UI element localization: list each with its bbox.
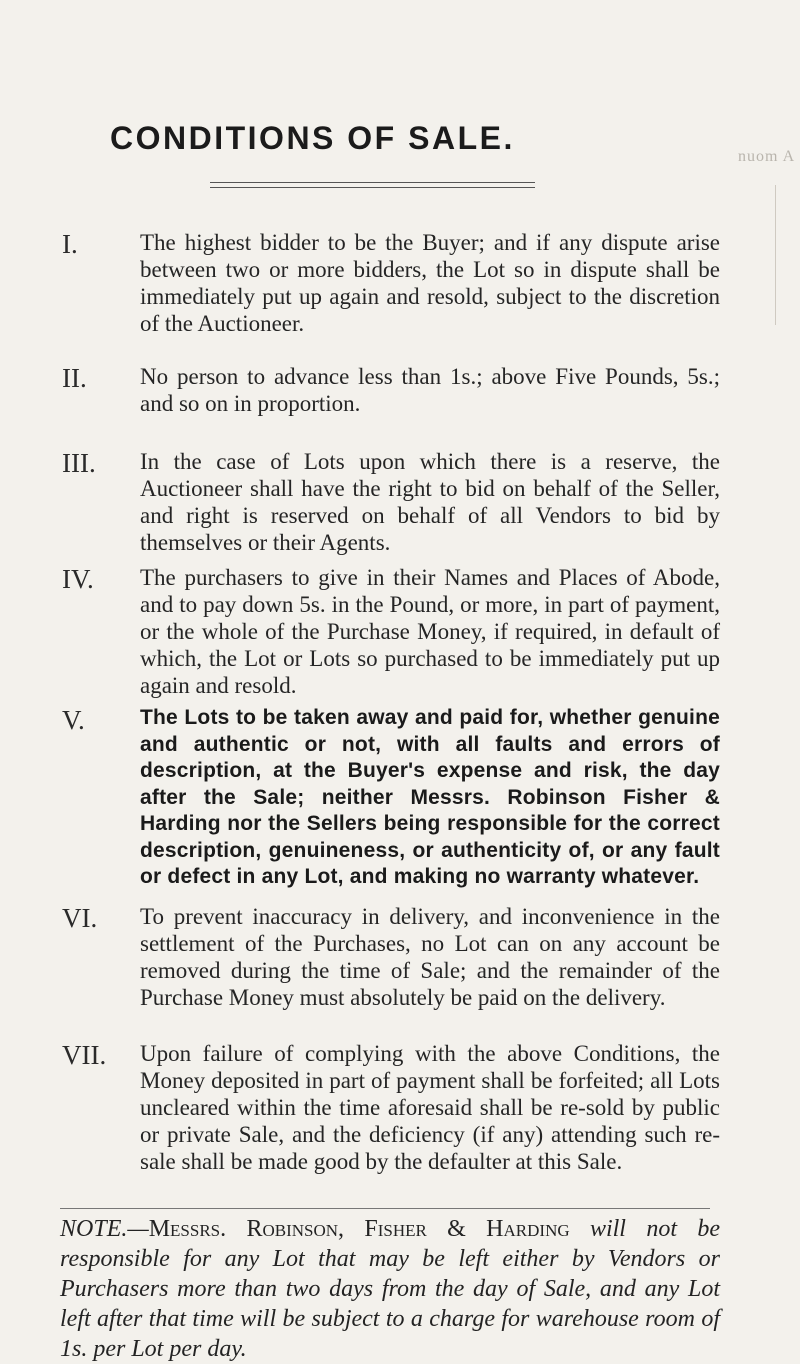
condition-text: No person to advance less than 1s.; above Five Pounds, 5s.; and so on in proportion. — [140, 364, 720, 416]
condition-numeral: II. — [62, 363, 87, 393]
condition-numeral: III. — [62, 448, 96, 478]
condition-numeral: VI. — [62, 903, 98, 933]
condition-numeral: VII. — [62, 1040, 107, 1070]
note-divider — [60, 1208, 710, 1209]
note-text: will not be responsible for any Lot that may be left either by Vendors or Purchasers more than two days from the day of Sale, and any Lot left after that time will be subject to a charge for warehouse room of 1s. per Lot per day. — [60, 1216, 720, 1362]
page-title: CONDITIONS OF SALE. — [110, 120, 515, 156]
note-paragraph — [60, 1214, 720, 1364]
condition-numeral: IV. — [62, 564, 94, 594]
title-rule — [210, 182, 535, 188]
condition-numeral: V. — [62, 705, 85, 735]
condition-text: The highest bidder to be the Buyer; and if any dispute arise between two or more bidders, the Lot so in dispute shall be immediately put up again and resold, subject to the discretion of the Auctioneer. — [140, 230, 720, 336]
condition-numeral: I. — [62, 229, 78, 259]
margin-mark: nuom A — [738, 148, 796, 165]
condition-text: In the case of Lots upon which there is a reserve, the Auctioneer shall have the right to bid on behalf of the Seller, and right is reserved on behalf of all Vendors to bid by themselves or their Agents. — [140, 449, 720, 555]
condition-text: To prevent inaccuracy in delivery, and inconvenience in the settlement of the Purchases, no Lot can on any account be removed during the time of Sale; and the remainder of the Purchase Money must absolutely be paid on the delivery. — [140, 904, 720, 1010]
page-edge-line — [775, 185, 776, 325]
note-firm-names: Messrs. Robinson, Fisher & Harding — [148, 1216, 570, 1242]
condition-text: The Lots to be taken away and paid for, whether genuine and authentic or not, with all faults and errors of description, at the Buyer's expense and risk, the day after the Sale; neither Messrs. Robinson Fisher & Harding nor the Sellers being responsible for the correct description, genuineness, or authenticity of, or any fault or defect in any Lot, and making no warranty whatever. — [140, 706, 720, 888]
note-lead: NOTE.— — [60, 1216, 149, 1242]
condition-text: The purchasers to give in their Names and Places of Abode, and to pay down 5s. in the Pound, or more, in part of payment, or the whole of the Purchase Money, if required, in default of which, the Lot or Lots so purchased to be immediately put up again and resold. — [140, 565, 720, 698]
condition-text: Upon failure of complying with the above Conditions, the Money deposited in part of payment shall be forfeited; all Lots uncleared within the time aforesaid shall be re-sold by public or private Sale, and the deficiency (if any) attending such re-sale shall be made good by the defaulter at this Sale. — [140, 1041, 720, 1174]
